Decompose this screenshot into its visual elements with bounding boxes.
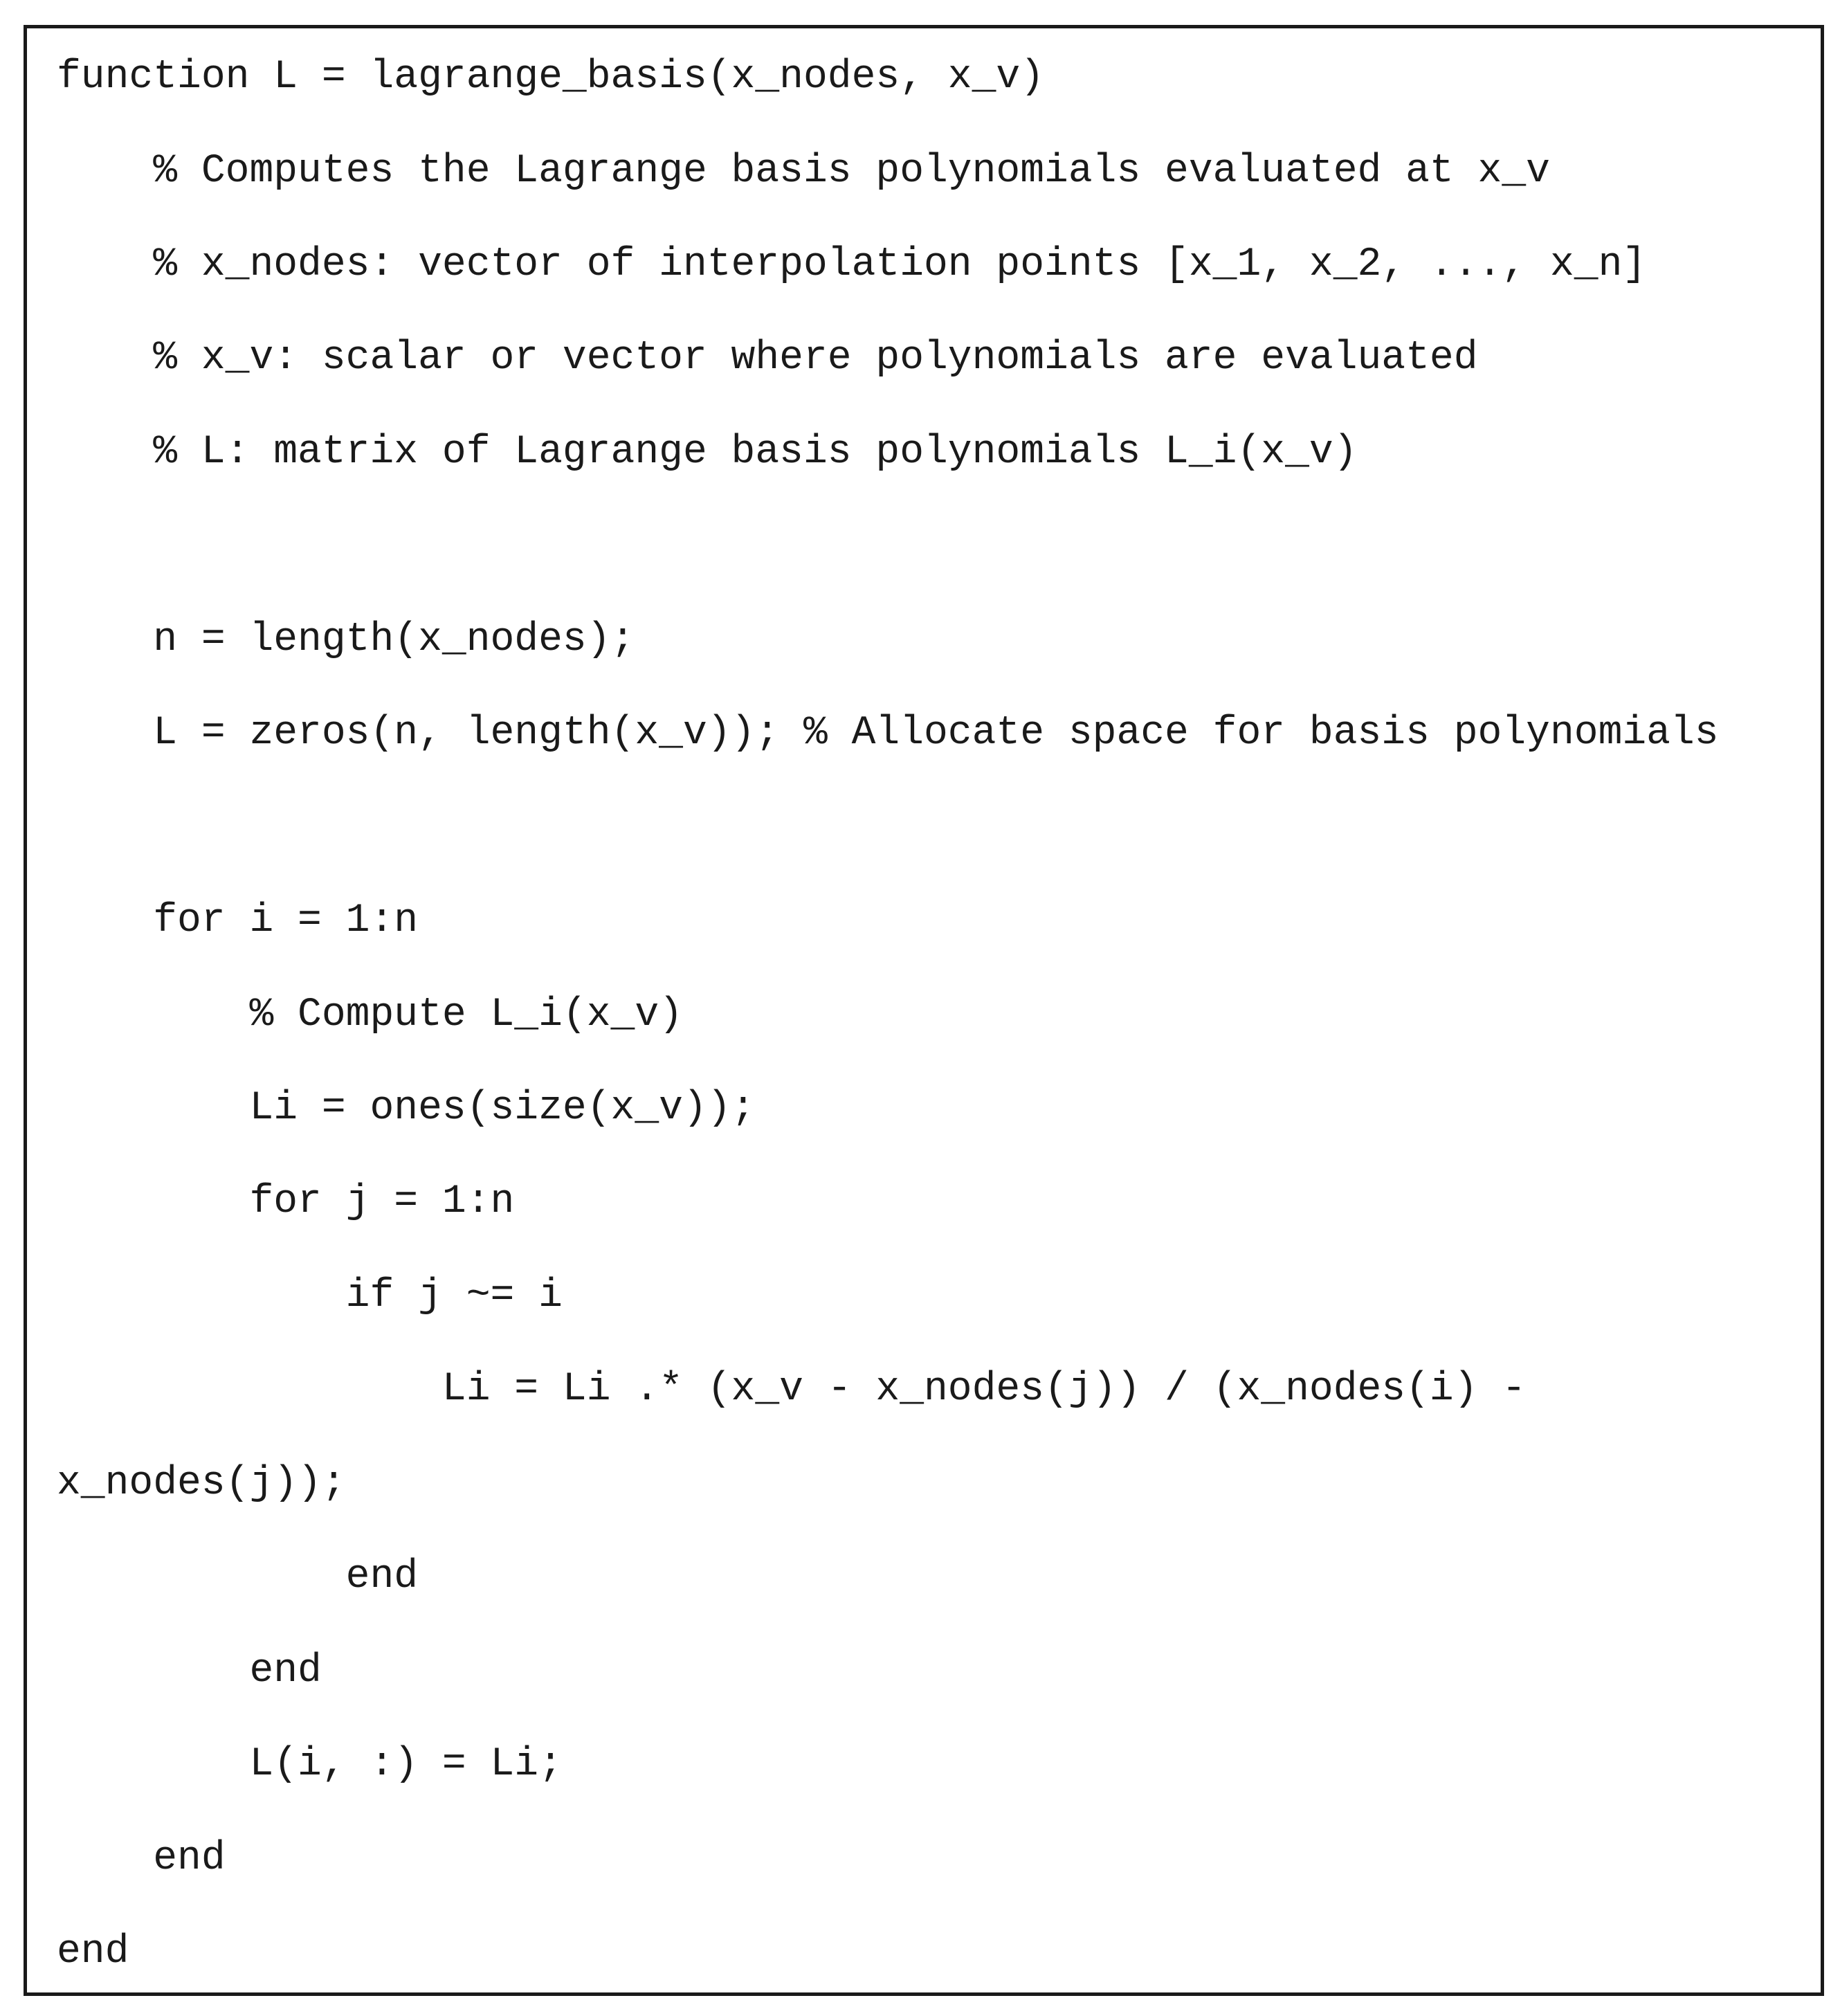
code-line-if-j: if j ~= i: [57, 1273, 563, 1318]
code-line-end-for-i: end: [57, 1836, 226, 1881]
code-line-l-row-assign: L(i, :) = Li;: [57, 1742, 563, 1787]
code-line-comment-x-v: % x_v: scalar or vector where polynomials are evaluated: [57, 336, 1478, 381]
code-line-comment-x-nodes: % x_nodes: vector of interpolation points [x_1, x_2, ..., x_n]: [57, 242, 1647, 287]
code-line-comment-l: % L: matrix of Lagrange basis polynomials L_i(x_v): [57, 430, 1358, 475]
code-line-li-ones: Li = ones(size(x_v));: [57, 1086, 756, 1131]
code-line-li-product-wrap: x_nodes(j));: [57, 1461, 346, 1506]
code-line-n-assign: n = length(x_nodes);: [57, 617, 635, 662]
code-line-function-signature: function L = lagrange_basis(x_nodes, x_v): [57, 55, 1045, 100]
code-listing-frame: [24, 25, 1824, 1996]
code-line-for-i: for i = 1:n: [57, 898, 419, 943]
code-line-end-if: end: [57, 1554, 419, 1599]
code-line-li-product: Li = Li .* (x_v - x_nodes(j)) / (x_nodes(i) -: [57, 1367, 1527, 1412]
code-line-end-for-j: end: [57, 1649, 322, 1693]
code-line-comment-compute: % Compute L_i(x_v): [57, 992, 683, 1037]
code-line-for-j: for j = 1:n: [57, 1179, 515, 1224]
code-line-end-function: end: [57, 1929, 129, 1974]
code-line-l-zeros: L = zeros(n, length(x_v)); % Allocate space for basis polynomials: [57, 711, 1719, 756]
code-line-comment-description: % Computes the Lagrange basis polynomials evaluated at x_v: [57, 149, 1550, 194]
